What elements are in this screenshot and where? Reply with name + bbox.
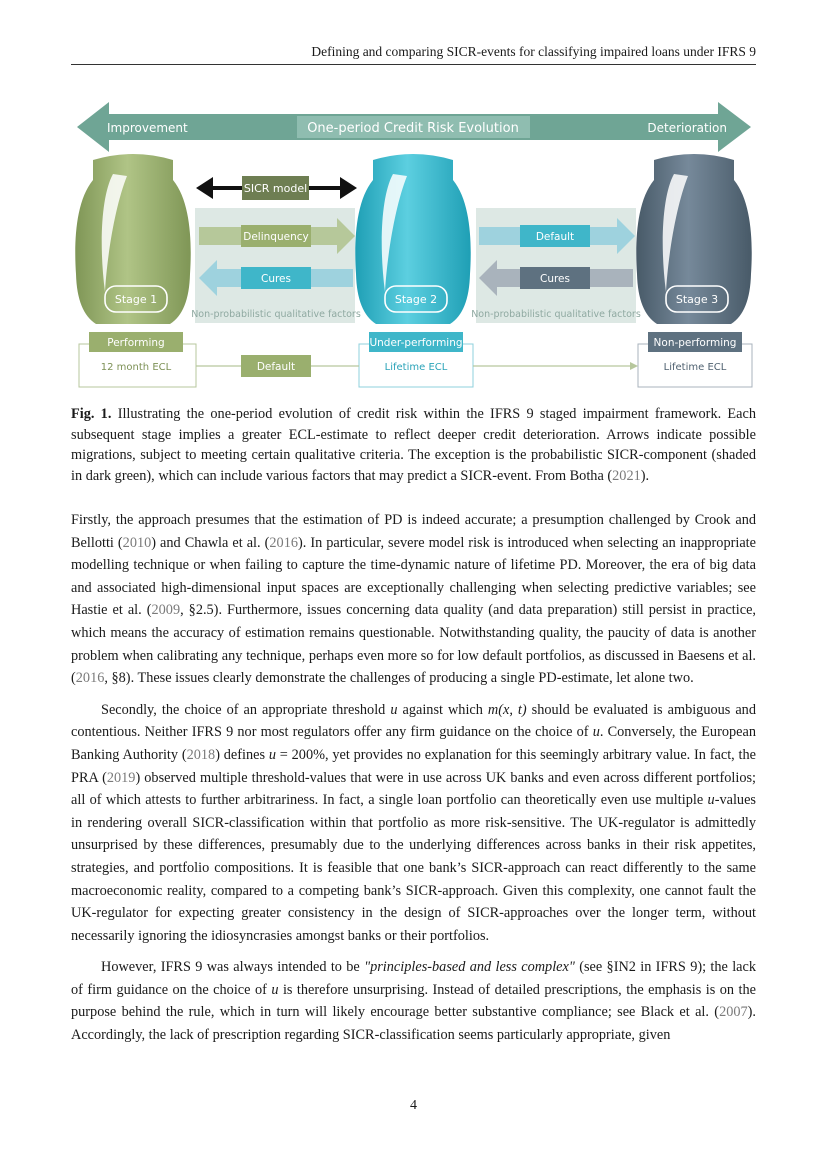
citation-chawla[interactable]: 2016 (269, 534, 298, 551)
p2-text-a: Secondly, the choice of an appropriate threshold (101, 701, 391, 718)
stage-1-vase (75, 154, 190, 324)
math-u: u (268, 746, 276, 763)
ifrs-quote: "principles-based and less complex" (364, 959, 575, 976)
figure-diagram (71, 96, 756, 396)
paragraph-2 (71, 699, 756, 948)
p3-text-d: ). Accordingly, the lack of prescription regarding SICR-classification seems particularly appropriate, given (71, 1004, 756, 1044)
stage-2-status: Under-performing (369, 337, 463, 349)
p2-text-h: -values in rendering overall SICR-classification within that portfolio as more risk-sensitive. The UK-regulator is admittedly unsurprised by these differences, presumably due to the underlying differences across banks in their risk appetites, strategies, and portfolio compositions. It is feasible that one bank’s SICR-approach can react differently to the same macroeconomic reality, compared to a competing bank’s SICR-approach. Given this complexity, one cannot fault the UK-regulator for expecting greater consistency in the design of SICR-approaches over the longer term, without necessarily ignoring the idiosyncrasies amongst banks or their portfolios. (71, 792, 756, 944)
citation-black[interactable]: 2007 (719, 1004, 748, 1021)
stage-3-vase (636, 154, 751, 324)
p1-text-c: ). In particular, severe model risk is introduced when selecting an inappropriate modelling technique or when failing to capture the time-dynamic nature of lifetime PD. Moreover, the era of big data and associated high-dimensional input spaces are exceptionally challenging when selecting predictive variables; see Hastie et al. ( (71, 534, 756, 619)
stage-1-label: Stage 1 (114, 293, 158, 306)
stage-2-label: Stage 2 (394, 293, 438, 306)
p1-text-d: , §2.5). Furthermore, issues concerning data quality (and data preparation) still persist in practice, which means the accuracy of estimation remains questionable. Notwithstanding quality, the paucity of data is another problem when calibrating any technique, perhaps even more so for low default portfolios, as discussed in Baesens et al. ( (71, 602, 757, 687)
math-u: u (271, 981, 279, 998)
math-u: u (707, 792, 715, 809)
left-qualitative-note: Non-probabilistic qualitative factors (191, 309, 361, 320)
banner-right-label: Deterioration (647, 121, 727, 135)
math-u: u (390, 701, 398, 718)
sicr-model-arrow (196, 176, 357, 200)
running-header: Defining and comparing SICR-events for classifying impaired loans under IFRS 9 (71, 44, 756, 65)
paragraph-3 (71, 956, 756, 1046)
caption-text: Illustrating the one-period evolution of credit risk within the IFRS 9 staged impairment framework. Each subsequent stage implies a greater ECL-estimate to reflect deeper credit deterioration. Arrows indicate possible migrations, subject to meeting certain qualitative criteria. The exception is the probabilistic SICR-component (shaded in dark green), which can include various factors that may predict a SICR-event. From Botha ( (71, 406, 756, 484)
p3-text-c: is therefore unsurprising. Instead of detailed prescriptions, the emphasis is on the purpose behind the rule, which in turn will likely encourage better substantive compliance; see Black et al. ( (71, 981, 757, 1021)
stage-1-status: Performing (107, 337, 165, 349)
p2-text-d: . Conversely, the European Banking Authority ( (71, 724, 756, 763)
citation-crook-bellotti[interactable]: 2010 (122, 534, 152, 551)
p1-text-b: ) and Chawla et al. ( (151, 534, 270, 551)
right-cures-label: Cures (539, 273, 571, 285)
math-u: u (592, 724, 600, 741)
p3-text-a: However, IFRS 9 was always intended to be (101, 959, 365, 976)
stage-2-ecl: Lifetime ECL (384, 362, 448, 373)
stage-2-ecl-box (359, 332, 473, 387)
p2-text-b: against which (397, 701, 488, 718)
delinquency-label: Delinquency (243, 231, 309, 243)
page-number: 4 (410, 1098, 417, 1113)
caption-citation[interactable]: 2021 (612, 467, 641, 484)
p1-text-a: Firstly, the approach presumes that the estimation of PD is indeed accurate; a presumption challenged by Crook and Bellotti ( (71, 512, 756, 551)
citation-baesens[interactable]: 2016 (75, 670, 105, 687)
p2-text-f: = 200%, yet provides no explanation for this seemingly arbitrary value. In fact, the PRA ( (71, 746, 756, 786)
body-text (71, 509, 756, 1056)
p3-text-b: (see §IN2 in IFRS 9); the lack of firm guidance on the choice of (71, 959, 757, 998)
caption-end: ). (640, 467, 650, 484)
p2-text-g: ) observed multiple threshold-values that were in use across UK banks and even across different portfolios; all of which attests to further arbitrariness. In fact, a single loan portfolio can theoretically even use multiple (71, 769, 757, 809)
stage-1-ecl: 12 month ECL (100, 362, 172, 373)
citation-pra[interactable]: 2019 (106, 769, 136, 786)
p2-text-c: should be evaluated is ambiguous and contentious. Neither IFRS 9 nor most regulators offer any firm guidance on the choice of (71, 701, 756, 741)
figure-caption (71, 404, 756, 486)
p1-text-e: , §8). These issues clearly demonstrate the challenges of producing a single PD-estimate, let alone two. (104, 670, 694, 687)
right-qualitative-note: Non-probabilistic qualitative factors (471, 309, 641, 320)
paragraph-1 (71, 509, 756, 690)
left-cures-label: Cures (260, 273, 292, 285)
banner-title: One-period Credit Risk Evolution (307, 121, 519, 136)
sicr-model-label: SICR model (243, 182, 308, 195)
default-flow-label: Default (535, 231, 575, 243)
caption-label: Fig. 1. (71, 406, 112, 422)
figure-credit-risk-evolution (71, 96, 756, 396)
stage-3-status: Non-performing (653, 337, 737, 349)
stage-2-vase (355, 154, 470, 324)
stage-3-ecl-box (638, 332, 752, 387)
banner-left-label: Improvement (107, 121, 188, 135)
stage-3-label: Stage 3 (675, 293, 719, 306)
stage-1-ecl-box (79, 332, 196, 387)
math-m-x-t: m(x, t) (487, 701, 527, 718)
stage-3-ecl: Lifetime ECL (663, 362, 727, 373)
bottom-default-label: Default (256, 361, 296, 373)
citation-eba[interactable]: 2018 (186, 746, 216, 763)
p2-text-e: ) defines (215, 746, 269, 763)
citation-hastie[interactable]: 2009 (151, 602, 181, 619)
